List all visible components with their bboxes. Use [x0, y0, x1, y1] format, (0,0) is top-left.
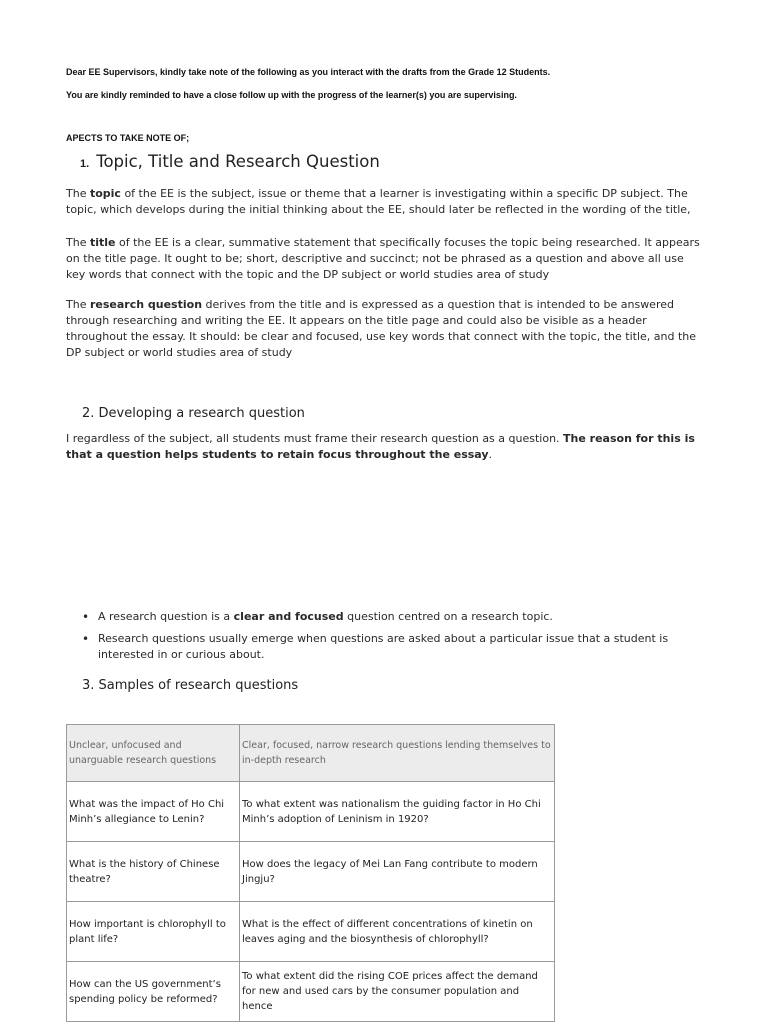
table-row [67, 962, 555, 1022]
unclear-question: What is the history of Chinese theatre? [67, 842, 240, 902]
clear-question: What is the effect of different concentrations of kinetin on leaves aging and the biosynthesis of chlorophyll? [240, 902, 555, 962]
list-item: • A research question is a clear and focused question centred on a research topic. [82, 609, 682, 625]
bullet-list [82, 609, 682, 669]
list-item: • Research questions usually emerge when questions are asked about a particular issue that a student is interested in or curious about. [82, 631, 682, 663]
table-row [67, 842, 555, 902]
title-paragraph: The title of the EE is a clear, summative statement that specifically focuses the topic being researched. It appears on the title page. It ought to be; short, descriptive and succinct; not be phrased as a question and above all use key words that connect with the topic and the DP subject or world studies area of study [66, 236, 700, 281]
topic-term: topic [89, 187, 121, 200]
section1-number: 1. [80, 158, 90, 170]
notice-line-1: Dear EE Supervisors, kindly take note of the following as you interact with the drafts from the Grade 12 Students. [66, 67, 551, 77]
unclear-question: How can the US government’s spending policy be reformed? [67, 962, 240, 1022]
unclear-question: How important is chlorophyll to plant life? [67, 902, 240, 962]
clear-question: To what extent was nationalism the guiding factor in Ho Chi Minh’s adoption of Leninism in 1920? [240, 782, 555, 842]
table-header-row [67, 725, 555, 782]
header-clear: Clear, focused, narrow research questions lending themselves to in-depth research [240, 725, 555, 782]
section1-heading [80, 152, 380, 171]
clear-question: To what extent did the rising COE prices affect the demand for new and used cars by the consumer population and hence [240, 962, 555, 1022]
table-row [67, 782, 555, 842]
unclear-question: What was the impact of Ho Chi Minh’s allegiance to Lenin? [67, 782, 240, 842]
table-row [67, 902, 555, 962]
research-question-term: research question [89, 298, 203, 311]
clear-question: How does the legacy of Mei Lan Fang contribute to modern Jingju? [240, 842, 555, 902]
topic-paragraph: The topic of the EE is the subject, issue or theme that a learner is investigating within a specific DP subject. The topic, which develops during the initial thinking about the EE, should later be reflected in the wording of the title, [66, 187, 691, 216]
section2-emphasis: The reason for this is that a question helps students to retain focus throughout the essay [66, 432, 695, 461]
research-question-paragraph: The research question derives from the title and is expressed as a question that is intended to be answered through researching and writing the EE. It appears on the title page and could also be visible as a header throughout the essay. It should: be clear and focused, use key words that connect with the topic, the title, and the DP subject or world studies area of study [66, 298, 697, 359]
aspects-heading: APECTS TO TAKE NOTE OF; [66, 133, 190, 143]
section1-title: Topic, Title and Research Question [96, 152, 380, 171]
section2-title: 2. Developing a research question [82, 406, 305, 421]
section3-title: 3. Samples of research questions [82, 678, 299, 693]
notice-line-2: You are kindly reminded to have a close follow up with the progress of the learner(s) you are supervising. [66, 90, 517, 100]
section2-paragraph: I regardless of the subject, all students must frame their research question as a question. The reason for this is that a question helps students to retain focus throughout the essay. [66, 432, 695, 461]
title-term: title [89, 236, 116, 249]
samples-table [66, 724, 555, 1022]
header-unclear: Unclear, unfocused and unarguable research questions [67, 725, 240, 782]
